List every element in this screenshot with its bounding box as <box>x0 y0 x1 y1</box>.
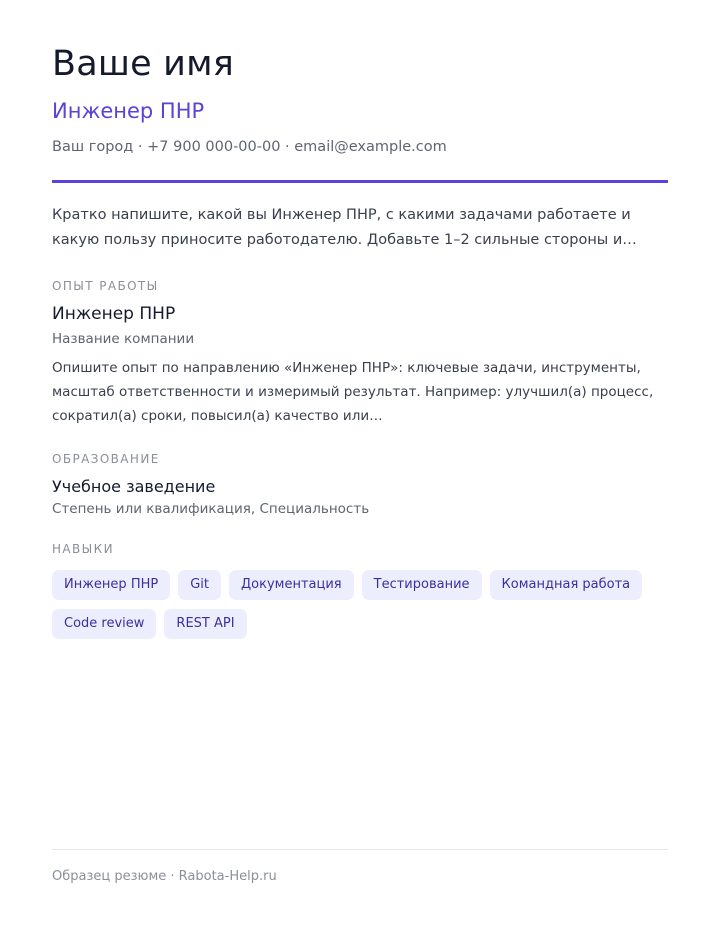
job-title: Инженер ПНР <box>52 304 176 324</box>
candidate-role: Инженер ПНР <box>52 99 205 123</box>
company-name: Название компании <box>52 331 195 347</box>
skill-tag: Тестирование <box>362 570 482 600</box>
footer-text: Образец резюме · Rabota-Help.ru <box>52 869 277 884</box>
contact-line: Ваш город · +7 900 000-00-00 · email@example.com <box>52 139 447 155</box>
skills-list <box>52 570 668 639</box>
summary-text: Кратко напишите, какой вы Инженер ПНР, с какими задачами работаете и какую пользу приносите работодателю. Добавьте 1–2 сильные стороны и… <box>52 207 637 248</box>
skill-tag: Командная работа <box>490 570 643 600</box>
resume-page <box>52 0 668 936</box>
skill-tag: REST API <box>164 609 246 639</box>
degree-text: Степень или квалификация, Специальность <box>52 501 370 517</box>
education-section-title: ОБРАЗОВАНИЕ <box>52 452 160 466</box>
footer-divider <box>52 849 668 850</box>
skill-tag: Инженер ПНР <box>52 570 170 600</box>
skill-tag: Code review <box>52 609 156 639</box>
job-description: Опишите опыт по направлению «Инженер ПНР»: ключевые задачи, инструменты, масштаб ответственности и измеримый результат. Например: улучшил(а) процесс, сократил(а) сроки, повысил(а) качество или… <box>52 360 654 424</box>
skill-tag: Документация <box>229 570 354 600</box>
school-name: Учебное заведение <box>52 477 216 496</box>
skill-tag: Git <box>178 570 221 600</box>
candidate-name: Ваше имя <box>52 44 234 84</box>
skills-section-title: НАВЫКИ <box>52 542 114 556</box>
header-divider <box>52 180 668 183</box>
experience-section-title: ОПЫТ РАБОТЫ <box>52 279 159 293</box>
